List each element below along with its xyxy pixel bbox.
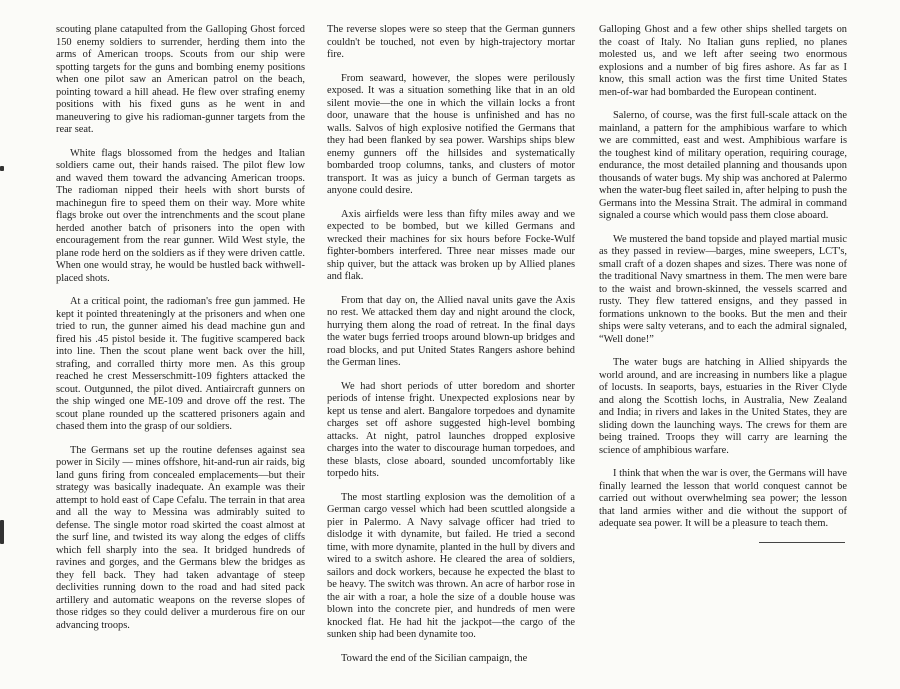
- paragraph: We mustered the band topside and played martial music as they passed in review—barges, mine sweepers, LCT's, small craft of a dozen shapes and sizes. There was none of the traditional Navy smartness in them. The men were bare to the waist and brown-skinned, the vessels scarred and rusty. They flew tattered ensigns, and they passed in formations unknown to the books. But the men and their ships were salty veterans, and to each the admiral signaled, “Well done!”: [599, 233, 847, 345]
- paragraph: scouting plane catapulted from the Galloping Ghost forced 150 enemy soldiers to surrender, herding them into the arms of American troops. Scouts from our ship were spotting targets for the guns and bombing enemy positions when one pilot saw an American patrol on the beach, pointing toward a hill ahead. He flew over strafing enemy positions with his fixed guns as he went in and maneuvering to give his radioman-gunner targets from the rear seat.: [56, 24, 305, 135]
- binding-mark: [0, 166, 4, 171]
- paragraph: White flags blossomed from the hedges and Italian soldiers came out, their hands raised. The pilot flew low and waved them toward the advancing American troops. The radioman nipped their heels with short bursts of machinegun fire to speed them on their way. More white flags broke out over the intrenchments and the scout plane herded another batch of prisoners into the open with encouragement from the rear gunner. Wild West style, the plane rode herd on the soldiers as if they were driven cattle. When one would stray, he would be hustled back withwell-placed shots.: [56, 147, 305, 284]
- text-column-middle: [327, 24, 575, 676]
- paragraph: Galloping Ghost and a few other ships shelled targets on the coast of Italy. No Italian guns replied, no planes molested us, and we left after seeing two enormous explosions and a number of big fires ashore. As far as I know, this small action was the first time United States men-of-war had bombarded the European continent.: [599, 24, 847, 98]
- paragraph: The water bugs are hatching in Allied shipyards the world around, and are increasing in numbers like a plague of locusts. In seaports, bays, estuaries in the River Clyde and along the Scottish lochs, in Australia, New Zealand and India; in rivers and lakes in the United States, they are sliding down the launching ways. The crews for them are being trained. Troops they will carry are learning the science of amphibious warfare.: [599, 357, 847, 456]
- paragraph: From seaward, however, the slopes were perilously exposed. It was a situation something like that in an old silent movie—the one in which the villain locks a front door, unaware that the house is unfinished and has no walls. Salvos of high explosive notified the Germans that they had been flanked by sea power. Warships ships blew enemy gunners off the hillsides and systematically bombarded troop columns, tanks, and clusters of motor transport. It was as juicy a bunch of German targets as anyone could desire.: [327, 72, 575, 196]
- paragraph: From that day on, the Allied naval units gave the Axis no rest. We attacked them day and night around the clock, hurrying them along the road of retreat. In the final days the water bugs ferried troops around blown-up bridges and road blocks, and put United States Rangers ashore behind the German lines.: [327, 294, 575, 368]
- paragraph: At a critical point, the radioman's free gun jammed. He kept it pointed threateningly at the prisoners and when one tried to run, the gunner aimed his dead machine gun and fired his .45 pistol beside it. The fugitive scampered back into line. Then the scout plane went back over the hill, strafing, and corralled thirty more men. As this group reached he crest Messerschmitt-109 fighters attacked the scout. Outgunned, the pilot dived. Antiaircraft gunners on the ship winged one ME-109 and drove off the rest. The scout plane rounded up the scattered prisoners again and chased them into the grasp of our soldiers.: [56, 296, 305, 432]
- paragraph: Salerno, of course, was the first full-scale attack on the mainland, a pattern for the amphibious warfare to which we are committed, east and west. Amphibious warfare is the toughest kind of military operation, requiring courage, endurance, the most detailed planning and thousands upon thousands of water bugs. My ship was anchored at Palermo when the water-bug fleet sailed in, after helping to push the Germans into the Messina Strait. The admiral in command signaled a course which would pass them close aboard.: [599, 110, 847, 221]
- paragraph: I think that when the war is over, the Germans will have finally learned the lesson that world conquest cannot be carried out without overwhelming sea power; the lesson that land armies wither and die without the support of adequate sea power. It will be a pleasure to teach them.: [599, 468, 847, 529]
- paragraph: The most startling explosion was the demolition of a German cargo vessel which had been scuttled alongside a pier in Palermo. A Navy salvage officer had tried to dislodge it with dynamite, but failed. He tried a second time, with more dynamite, planted in the hull by divers and wired to a switch ashore. He cleared the area of soldiers, sailors and dock workers, because he expected the blast to be heavy. The switch was thrown. An acre of harbor rose in the air with a roar, a hole the size of a double house was blown into the concrete pier, and hundreds of men were knocked flat. He had hit the jackpot—the cargo of the sunken ship had been dynamite too.: [327, 491, 575, 640]
- end-of-article-rule: [759, 542, 845, 543]
- paragraph: We had short periods of utter boredom and shorter periods of intense fright. Unexpected explosions near by kept us tense and alert. Bangalore torpedoes and dynamite charges set off ashore suggested high-level bombing attacks. At night, patrol launches dropped explosive charges into the water to discourage human torpedoes, and these blasts, close aboard, sounded uncomfortably like torpedo hits.: [327, 380, 575, 479]
- binding-mark: [0, 520, 4, 544]
- paragraph: The Germans set up the routine defenses against sea power in Sicily — mines offshore, hit-and-run air raids, big land guns firing from concealed emplacements—but their strategy was basically inadequate. An example was their attempt to hold east of Cape Cefalu. The terrain in that area and all the way to Messina was admirably suited to defense. The single motor road skirted the coast almost at the surf line, and twisted its way along the edges of cliffs which fell sharply into the sea. It bridged hundreds of ravines and gorges, and the Germans blew the bridges as they fell back. They had taken advantage of steep declivities running down to the road and had sited pack artillery and automatic weapons on the reverse slopes of those ridges so they could deliver a murderous fire on our advancing troops.: [56, 444, 305, 631]
- paragraph: Toward the end of the Sicilian campaign, the: [341, 652, 528, 664]
- text-column-left: [56, 24, 305, 643]
- paragraph: Axis airfields were less than fifty miles away and we expected to be bombed, but we killed Germans and wrecked their machines for six hours before Focke-Wulf fighter-bombers interfered. Three near misses made our ship quiver, but the attack was broken up by Allied planes and flak.: [327, 208, 575, 282]
- paragraph: The reverse slopes were so steep that the German gunners couldn't be touched, not even by high-trajectory mortar fire.: [327, 24, 575, 60]
- text-column-right: [599, 24, 847, 543]
